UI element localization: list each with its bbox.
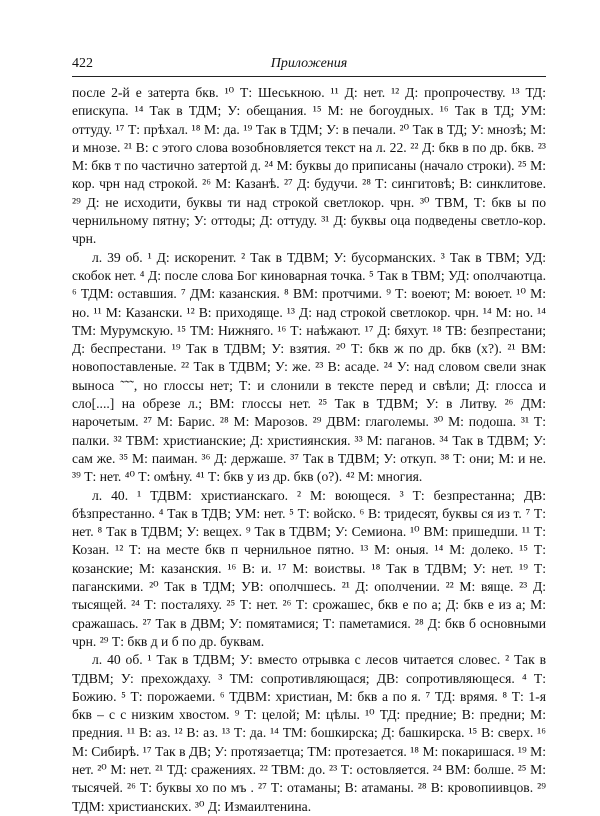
running-title: Приложения — [270, 56, 348, 71]
page-header — [72, 56, 546, 76]
header-rule — [72, 76, 546, 77]
apparatus-text — [72, 84, 546, 814]
paragraph-continuation: после 2-й е затерта бкв. ¹⁰ Т: Шеськною. ¹¹ Д: нет. ¹² Д: пропрочеству. ¹³ ТД: епискупа. ¹⁴ Так в ТДМ; У: обещания. ¹⁵ М: не богоудных. ¹⁶ Так в ТД; УМ: оттуду. ¹⁷ Т: прѣхал. ¹⁸ М: да. ¹⁹ Так в ТДМ; У: в печали. ²⁰ Так в ТД; У: мнозѣ; М: и мнозе. ²¹ В: с этого слова возобновляется текст на л. 22. ²² Д: бкв в по др. бкв. ²³ М: бкв т по частично затертой д. ²⁴ М: буквы до приписаны (начало строки). ²⁵ М: кор. чрн над строкой. ²⁶ М: Казанѣ. ²⁷ Д: будучи. ²⁸ Т: сингитовѣ; В: синклитове. ²⁹ Д: не исходити, буквы ти над строкой светлокор. чрн. ³⁰ ТВМ, Т: бкв ы по чернильному пятну; У: оттоды; Д: оттуду. ³¹ Д: буквы оца подведены светло-кор. чрн. — [72, 85, 546, 247]
paragraph-folio-39v: л. 39 об. ¹ Д: искоренит. ² Так в ТДВМ; У: бусорманских. ³ Так в ТВМ; УД: скобок нет. ⁴ Д: после слова Бог киноварная точка. ⁵ Так в ТВМ; УД: ополчаютца. ⁶ ТДМ: оставшия. ⁷ ДМ: казанския. ⁸ ВМ: протчими. ⁹ Т: воеют; М: воюет. ¹⁰ М: но. ¹¹ М: Казански. ¹² В: приходяще. ¹³ Д: над строкой светлокор. чрн. ¹⁴ М: но. ¹⁴ ТМ: Мурумскую. ¹⁵ ТМ: Нижняго. ¹⁶ Т: наѣжают. ¹⁷ Д: бяхут. ¹⁸ ТВ: безпрестани; Д: беспрестани. ¹⁹ Так в ТДВМ; У: взятия. ²⁰ Т: бкв ж по др. бкв (х?). ²¹ ВМ: новопоставленые. ²² Так в ТДВМ; У: же. ²³ В: асаде. ²⁴ У: над словом свели знак выноса ˜˜˜, но глоссы нет; Т: и слонили в тексте перед и свѣли; Д: глосса и сло[....] на обрезе л.; ВМ: глоссы нет. ²⁵ Так в ТДВМ; У: в Литву. ²⁶ ДМ: нарочетым. ²⁷ М: Барис. ²⁸ М: Марозов. ²⁹ ДВМ: глаголемы. ³⁰ М: подоша. ³¹ Т: палки. ³² ТВМ: христианские; Д: християнския. ³³ М: паганов. ³⁴ Так в ТДВМ; У: сам же. ³⁵ М: паиман. ³⁶ Д: держаше. ³⁷ Так в ТДВМ; У: откуп. ³⁸ Т: они; М: и не. ³⁹ Т: нет. ⁴⁰ Т: омѣну. ⁴¹ Т: бкв у из др. бкв (о?). ⁴² М: многия. — [72, 249, 546, 485]
paragraph-folio-40v: л. 40 об. ¹ Так в ТДВМ; У: вместо отрывка с лесов читается словес. ² Так в ТДВМ; У: прехождаху. ³ ТМ: сопротивляющася; ДВ: сопротивляющеся. ⁴ Т: Божию. ⁵ Т: порожаеми. ⁶ ТДВМ: христиан, М: бкв а по я. ⁷ ТД: врямя. ⁸ Т: 1-я бкв – с с низким хвостом. ⁹ Т: целой; М: цѣлы. ¹⁰ ТД: предние; В: предни; М: предния. ¹¹ В: аз. ¹² В: аз. ¹³ Т: да. ¹⁴ ТМ: бошкирска; Д: башкирска. ¹⁵ В: сверх. ¹⁶ М: Сибирѣ. ¹⁷ Так в ДВ; У: протязаетца; ТМ: протезается. ¹⁸ М: покаришася. ¹⁹ М: нет. ²⁰ М: нет. ²¹ ТД: сражениях. ²² ТВМ: до. ²³ Т: остовляется. ²⁴ ВМ: болше. ²⁵ М: тысячей. ²⁶ Т: буквы хо по мъ . ²⁷ Т: отаманы; В: атаманы. ²⁸ В: кровопиивцов. ²⁹ ТДМ: христианских. ³⁰ Д: Измаилтенина. — [72, 652, 546, 814]
page-number: 422 — [72, 56, 93, 71]
paragraph-folio-40: л. 40. ¹ ТДВМ: христианскаго. ² М: воющеся. ³ Т: безпрестанна; ДВ: бѣзпрестанно. ⁴ Так в ТДВ; УМ: нет. ⁵ Т: войско. ⁶ В: тридесят, буквы ся из т. ⁷ Т: нет. ⁸ Так в ТДВМ; У: вещех. ⁹ Так в ТДВМ; У: Семиона. ¹⁰ ВМ: пришедши. ¹¹ Т: Козан. ¹² Т: на месте бкв п чернильное пятно. ¹³ М: оныя. ¹⁴ М: долеко. ¹⁵ Т: козанские; М: казанския. ¹⁶ В: и. ¹⁷ М: воиствы. ¹⁸ Так в ТДВМ; У: нет. ¹⁹ Т: паганскими. ²⁰ Так в ТДМ; УВ: ополчшесь. ²¹ Д: ополчении. ²² М: вяще. ²³ Д: тысящей. ²⁴ Т: посталяху. ²⁵ Т: нет. ²⁶ Т: срожашес, бкв е по а; Д: бкв е из а; М: сражашась. ²⁷ Так в ДВМ; У: помятамися; Т: паметамися. ²⁸ Д: бкв б основными чрн. ²⁹ Т: бкв д и б по др. буквам. — [72, 487, 546, 649]
